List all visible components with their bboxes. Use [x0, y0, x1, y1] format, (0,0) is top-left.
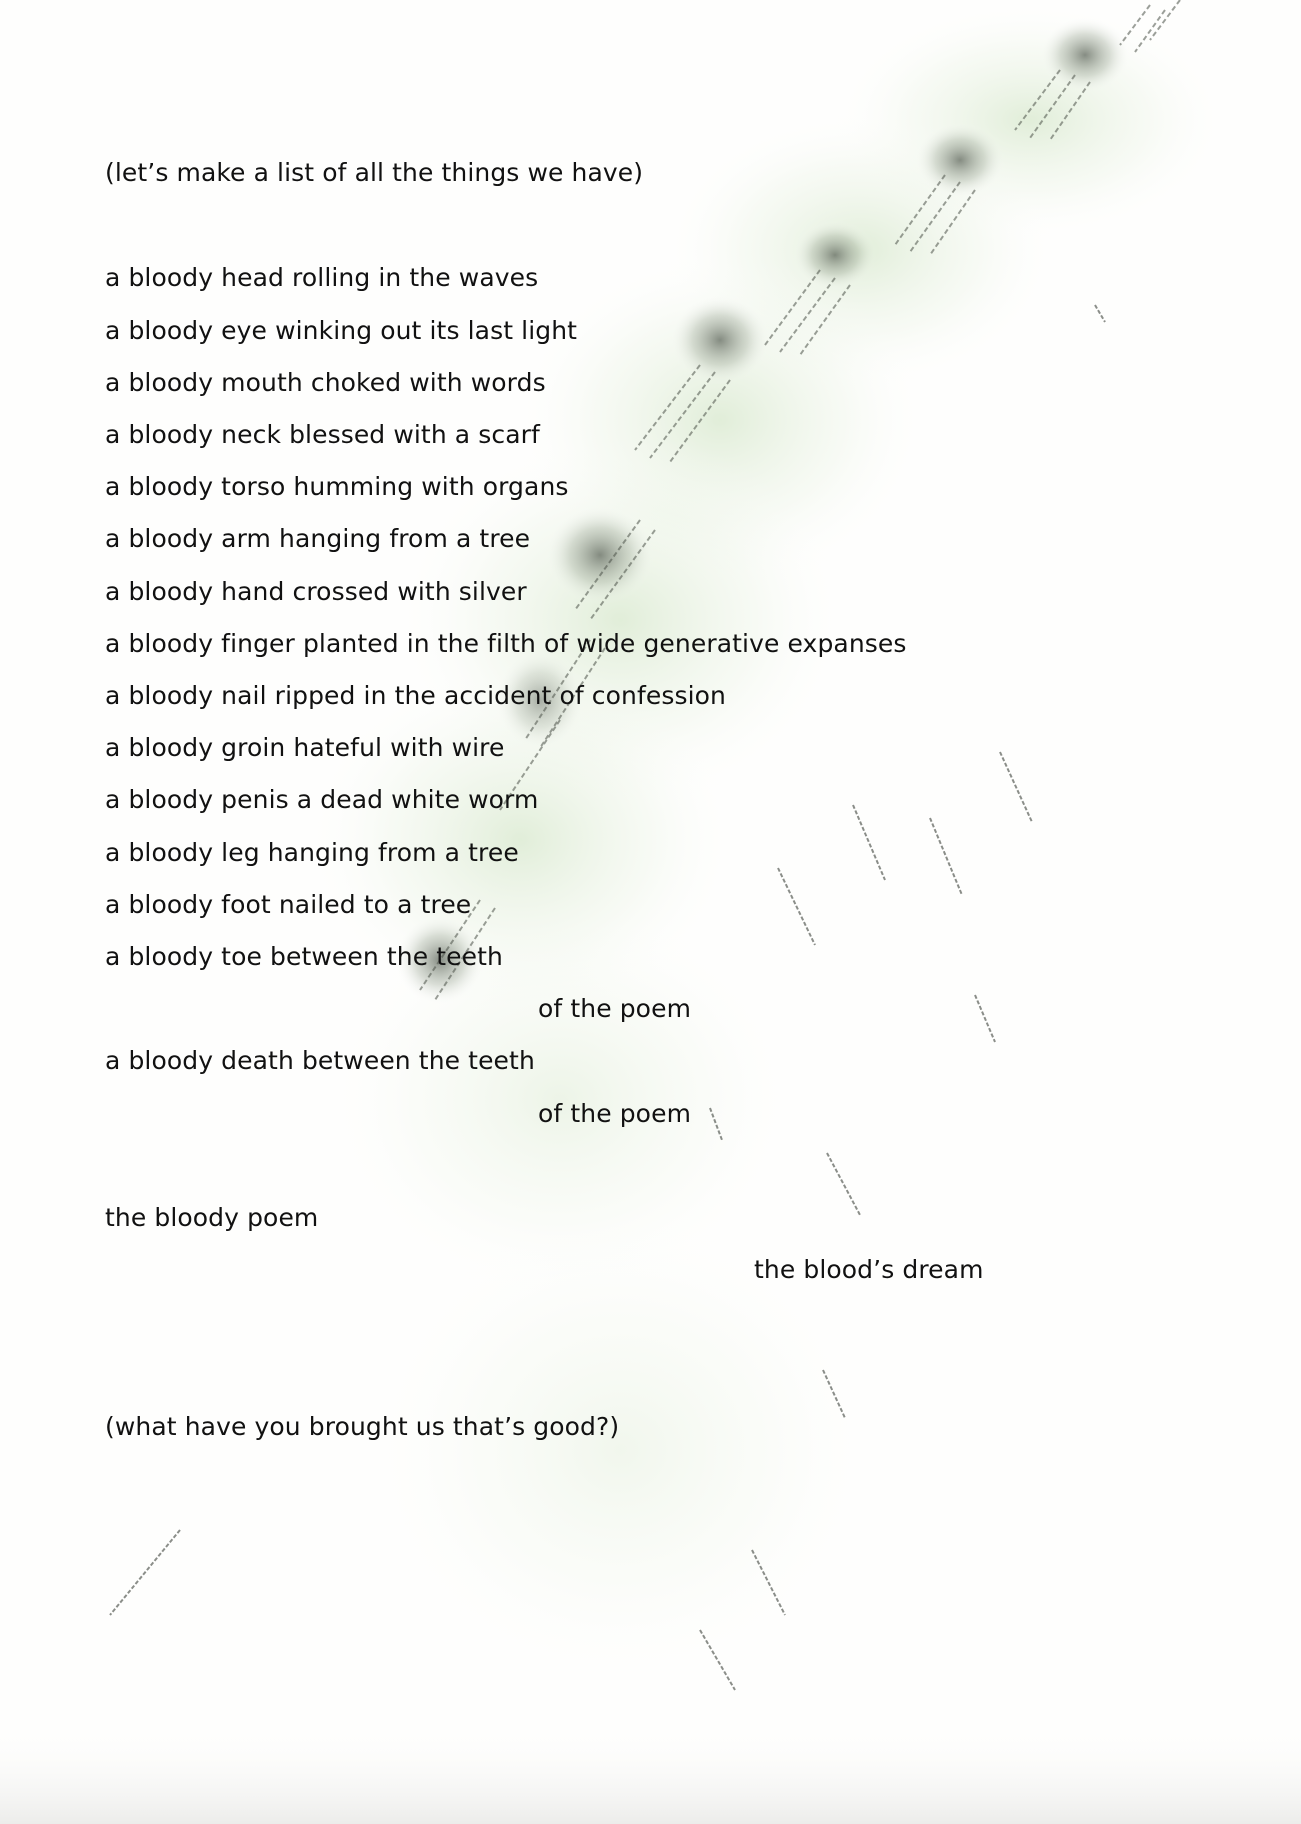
list-line: a bloody foot nailed to a tree: [105, 890, 472, 919]
death-line: a bloody death between the teeth: [105, 1046, 535, 1075]
bloods-dream-line: the blood’s dream: [754, 1255, 984, 1284]
opening-line: (let’s make a list of all the things we have): [105, 158, 644, 187]
list-line: a bloody leg hanging from a tree: [105, 838, 519, 867]
list-line: a bloody mouth choked with words: [105, 368, 546, 397]
list-line: a bloody hand crossed with silver: [105, 577, 527, 606]
list-line: a bloody groin hateful with wire: [105, 733, 505, 762]
list-line: a bloody neck blessed with a scarf: [105, 420, 540, 449]
indented-line: of the poem: [538, 1099, 692, 1128]
list-line: a bloody penis a dead white worm: [105, 785, 539, 814]
list-line: a bloody nail ripped in the accident of confession: [105, 681, 727, 710]
list-line: a bloody arm hanging from a tree: [105, 524, 531, 553]
indented-line: of the poem: [538, 994, 692, 1023]
list-line: a bloody eye winking out its last light: [105, 316, 578, 345]
list-line: a bloody torso humming with organs: [105, 472, 569, 501]
list-line: a bloody finger planted in the filth of wide generative expanses: [105, 629, 907, 658]
bloody-poem-line: the bloody poem: [105, 1203, 319, 1232]
list-line: a bloody head rolling in the waves: [105, 263, 539, 292]
closing-line: (what have you brought us that’s good?): [105, 1412, 620, 1441]
list-line: a bloody toe between the teeth: [105, 942, 503, 971]
